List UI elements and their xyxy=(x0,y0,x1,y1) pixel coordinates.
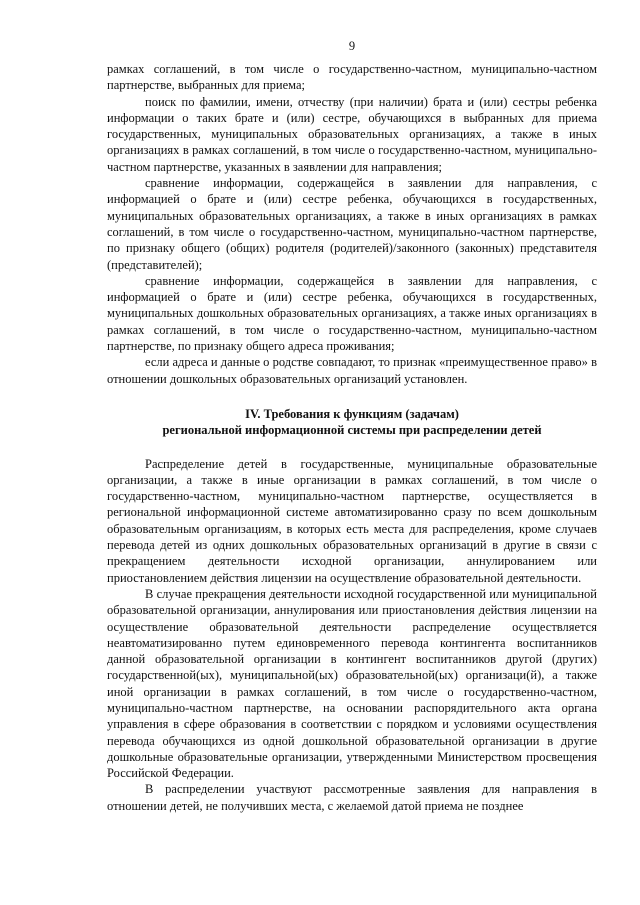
paragraph-sibling-search: поиск по фамилии, имени, отчеству (при наличии) брата и (или) сестры ребенка информации о таких брате и (или) сестре, обучающихся в выбранных для приема государственных, муниципальных образовательных организациях, а также в иных организациях в рамках соглашений, в том числе о государственно-частном, муниципально-частном партнерстве, указанных в заявлении для направления; xyxy=(107,94,597,174)
document-page xyxy=(107,38,597,814)
paragraph-distribution: Распределение детей в государственные, муниципальные образовательные организации, а также в иные организации в рамках соглашений, в том числе о государственно-частном, муниципально-частном партнерстве, осуществляется в региональной информационной системе автоматизированно сразу по всем дошкольным образовательным организациям, в которых есть места для распределения, кроме случаев перевода детей из одних дошкольных образовательных организаций в другие в связи с прекращением деятельности исходной организации, аннулированием или приостановлением действия лицензии на осуществление образовательной деятельности. xyxy=(107,456,597,585)
paragraph-compare-address: сравнение информации, содержащейся в заявлении для направления, с информацией о брате и (или) сестре ребенка, обучающихся в государственных, муниципальных дошкольных образовательных организациях, а также иных организациях в рамках соглашений, в том числе о государственно-частном, муниципально-частном партнерстве, по признаку общего адреса проживания; xyxy=(107,273,597,354)
paragraph-priority-right: если адреса и данные о родстве совпадают, то признак «преимущественное право» в отношении дошкольных образовательных организаций установлен. xyxy=(107,355,597,386)
section-heading-line-2: региональной информационной системы при распределении детей xyxy=(162,423,542,438)
paragraph-compare-parents: сравнение информации, содержащейся в заявлении для направления, с информацией о брате и (или) сестре ребенка, обучающихся в государственных, муниципальных образовательных организациях, а также в иных организациях в рамках соглашений, в том числе о государственно-частном, муниципально-частном партнерстве, по признаку общего (общих) родителя (родителей)/законного (законных) представителя (представителей); xyxy=(107,176,597,272)
section-heading xyxy=(107,406,597,439)
paragraph-participants: В распределении участвуют рассмотренные заявления для направления в отношении детей, не получивших места, с желаемой датой приема не позднее xyxy=(107,782,597,813)
paragraph-continuation: рамках соглашений, в том числе о государственно-частном, муниципально-частном партнерстве, выбранных для приема; xyxy=(107,62,597,93)
section-heading-line-1: IV. Требования к функциям (задачам) xyxy=(245,406,459,421)
paragraph-termination-case: В случае прекращения деятельности исходной государственной или муниципальной образовательной организации, аннулирования или приостановления действия лицензии на осуществление образовательной деятельности распределение осуществляется неавтоматизированно путем единовременного перевода контингента воспитанников данной образовательной организации в контингент воспитанников другой (других) государственной(ых), муниципальной(ых) образовательной(ых) организаци(й), а также иной организации в рамках соглашений, в том числе о государственно-частном, муниципально-частном партнерстве, на основании распорядительного акта органа управления в сфере образования в соответствии с порядком и условиями осуществления перевода обучающихся из одной дошкольной образовательной организации в другие дошкольные образовательные организации, утвержденными Министерством просвещения Российской Федерации. xyxy=(107,586,597,781)
page-number: 9 xyxy=(348,39,356,53)
